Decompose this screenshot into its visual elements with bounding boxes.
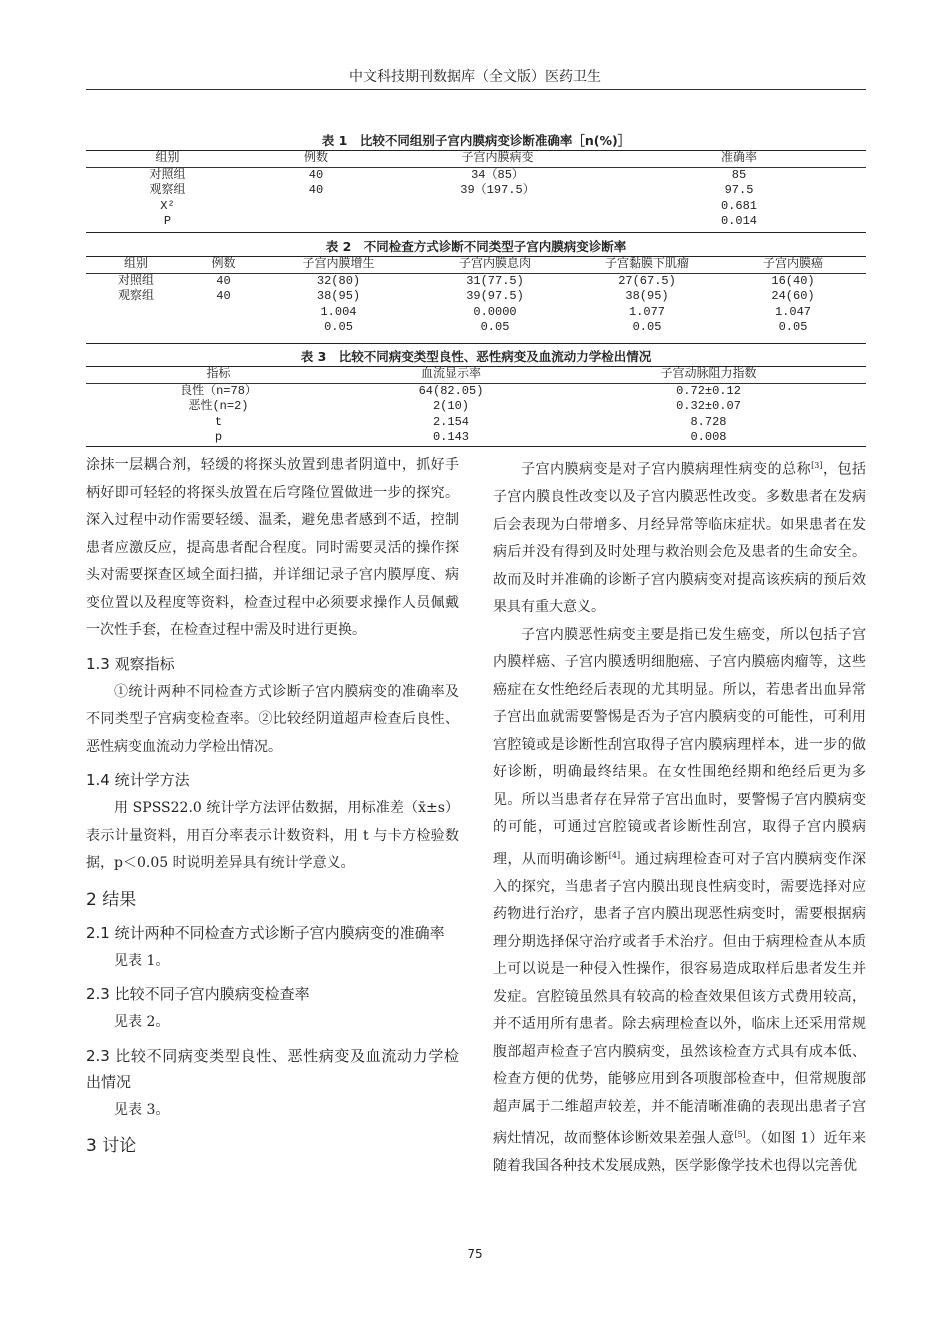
table2 — [86, 257, 866, 336]
table2-header: 子宫黏膜下肌瘤 — [574, 257, 720, 273]
table-cell: 64(82.05) — [418, 383, 484, 398]
citation: [5] — [734, 1130, 746, 1140]
table-cell: 0.05 — [632, 320, 662, 334]
text-span: 。（如图 1）近年来随着我国各种技术发展成熟，医学影像学技术也得以完善优 — [493, 1130, 867, 1175]
table-cell: 0.05 — [778, 320, 808, 334]
table-cell: 38(95) — [316, 289, 361, 303]
table-cell: 34（85） — [471, 167, 524, 182]
table-row — [86, 199, 866, 215]
table-cell: 1.047 — [774, 304, 811, 319]
table-cell — [249, 214, 383, 230]
table-cell: 85 — [731, 167, 747, 182]
table1 — [86, 151, 866, 230]
table-row — [86, 430, 866, 446]
table-cell: t — [214, 414, 223, 429]
table-row — [86, 399, 866, 415]
table-cell: 0.008 — [690, 430, 727, 444]
table2-bottom-rule — [86, 343, 866, 344]
citation: [4] — [608, 850, 621, 860]
section-heading: 2.3 比较不同子宫内膜病变检查率 — [86, 985, 310, 1003]
section-heading: 2.1 统计两种不同检查方式诊断子宫内膜病变的准确率 — [86, 923, 445, 942]
table2-header: 子宫内膜癌 — [720, 257, 866, 273]
table-cell: 0.05 — [324, 320, 353, 334]
text-span: 。通过病理检查可对子宫内膜病变作深入的探究，当患者子宫内膜出现良性病变时，需要选择对应药物进行治疗，患者子宫内膜出现恶性病变时，需要根据病理分期选择保守治疗或者手术治疗。但由于病理检查从本质上可以说是一种侵入性操作，很容易造成取样后患者发生并发症。宫腔镜虽然具有较高的检查效果但该方式费用较高，并不适用所有患者。除去病理检查以外，临床上还采用常规腹部超声检查子宫内膜病变，虽然该检查方式具有成本低、检查方便的优势，能够应用到各项腹部检查中，但常规腹部超声属于二维超声较差，并不能清晰准确的表现出患者子宫病灶情况，故而整体诊断效果差强人意 — [493, 851, 867, 1147]
table-row — [86, 289, 866, 305]
table2-header: 子宫内膜增生 — [261, 257, 416, 273]
table1-bottom-rule — [86, 232, 866, 233]
table-cell: 1.004 — [320, 304, 357, 319]
table-cell: 0.05 — [480, 320, 510, 334]
table-cell — [186, 320, 261, 336]
table-row — [86, 183, 866, 199]
paragraph — [493, 622, 866, 1181]
table3-caption: 表 3 比较不同病变类型良性、恶性病变及血流动力学检出情况 — [300, 349, 652, 364]
table-cell: 40 — [308, 167, 324, 182]
header-rule — [86, 89, 866, 90]
page-number: 75 — [467, 1247, 483, 1261]
table1-header: 子宫内膜病变 — [383, 151, 612, 167]
table-cell: 0.143 — [432, 430, 469, 444]
table3-header: 指标 — [86, 367, 351, 383]
journal-header: 中文科技期刊数据库（全文版）医药卫生 — [349, 69, 601, 85]
table3-header: 子宫动脉阻力指数 — [551, 367, 866, 383]
table-cell: 31(77.5) — [466, 273, 524, 288]
paragraph: 见表 2。 — [114, 1014, 170, 1030]
paragraph: 用 SPSS22.0 统计学方法评估数据，用标准差（x̄±s）表示计量资料，用百分率表示计数资料，用 t 与卡方检验数据，p＜0.05 时说明差异具有统计学意义。 — [86, 800, 459, 871]
table-cell: 0.681 — [720, 198, 757, 213]
table-cell: 24(60) — [771, 289, 815, 303]
table2-header: 组别 — [86, 257, 186, 273]
paragraph: 见表 1。 — [114, 952, 170, 969]
table-cell: P — [163, 214, 172, 228]
table-cell: 对照组 — [117, 273, 154, 288]
table-row — [86, 305, 866, 321]
table-cell: 16(40) — [771, 273, 815, 288]
table-cell: 39（197.5） — [460, 183, 535, 197]
right-column — [493, 452, 866, 1181]
section-heading: 1.3 观察指标 — [86, 654, 175, 673]
section-heading: 3 讨论 — [86, 1136, 137, 1156]
table-cell: 8.728 — [690, 414, 727, 429]
table-cell: 27(67.5) — [618, 273, 676, 288]
table-cell — [249, 199, 383, 215]
table-cell — [186, 305, 261, 321]
table1-header: 例数 — [249, 151, 383, 167]
paragraph — [493, 452, 866, 622]
table-cell: 对照组 — [149, 167, 186, 182]
table-cell: 40 — [308, 183, 324, 197]
table-cell: 0.014 — [720, 214, 757, 228]
table-cell — [86, 305, 186, 321]
text-span: ，包括子宫内膜良性改变以及子宫内膜恶性改变。多数患者在发病后会表现为白带增多、月经异常等临床症状。如果患者在发病后并没有得到及时处理与救治则会危及患者的生命安全。故而及时并准确的诊断子宫内膜病变对提高该疾病的预后效果具有重大意义。 — [493, 461, 867, 616]
paragraph: ①统计两种不同检查方式诊断子宫内膜病变的准确率及不同类型子宫病变检查率。②比较经阴道超声检查后良性、恶性病变血流动力学检出情况。 — [86, 683, 459, 755]
table2-header: 例数 — [186, 257, 261, 273]
table-cell: p — [214, 430, 223, 444]
table-row — [86, 273, 866, 289]
table1-header: 准确率 — [612, 151, 866, 167]
table3 — [86, 367, 866, 446]
table2-header: 子宫内膜息肉 — [416, 257, 574, 273]
table2-caption: 表 2 不同检查方式诊断不同类型子宫内膜病变诊断率 — [325, 239, 627, 254]
table-cell: 2.154 — [432, 414, 469, 429]
table-cell: 40 — [216, 289, 231, 303]
table-cell: 恶性(n=2) — [188, 399, 249, 413]
table-row — [86, 320, 866, 336]
table-cell: 32(80) — [316, 273, 361, 288]
table-row — [86, 167, 866, 183]
table-cell: 0.0000 — [473, 304, 517, 319]
table1-caption: 表 1 比较不同组别子宫内膜病变诊断准确率［n(%)］ — [321, 133, 631, 148]
table3-header: 血流显示率 — [351, 367, 551, 383]
section-heading: 2.3 比较不同病变类型良性、恶性病变及血流动力学检出情况 — [86, 1046, 459, 1091]
table-cell: 2(10) — [432, 399, 469, 413]
paragraph: 见表 3。 — [114, 1101, 170, 1118]
text-span: 子宫内膜病变是对子宫内膜病理性病变的总称 — [521, 461, 812, 478]
table3-bottom-rule — [86, 446, 866, 447]
table-row — [86, 214, 866, 230]
left-column — [86, 452, 459, 1164]
table-row — [86, 415, 866, 431]
table-cell: 0.72±0.12 — [676, 383, 741, 398]
table-cell — [383, 214, 612, 230]
table1-header: 组别 — [86, 151, 249, 167]
table-cell: 0.32±0.07 — [676, 399, 741, 413]
section-heading: 2 结果 — [86, 889, 137, 910]
table-cell: 观察组 — [117, 289, 154, 303]
citation: [3] — [811, 461, 823, 470]
table-cell — [383, 199, 612, 215]
paragraph: 涂抹一层耦合剂，轻缓的将探头放置到患者阴道中，抓好手柄好即可轻轻的将探头放置在后穹隆位置做进一步的探究。深入过程中动作需要轻缓、温柔，避免患者感到不适，控制患者应激反应，提高患者配合程度。同时需要灵活的操作探头对需要探查区域全面扫描，并详细记录子宫内膜厚度、病变位置以及程度等资料，检查过程中必须要求操作人员佩戴一次性手套，在检查过程中需及时进行更换。 — [86, 457, 459, 638]
table-cell: 1.077 — [628, 304, 665, 319]
table-cell: X² — [160, 198, 175, 213]
text-span: 子宫内膜恶性病变主要是指已发生癌变，所以包括子宫内膜样癌、子宫内膜透明细胞癌、子宫内膜癌肉瘤等，这些癌症在女性绝经后表现的尤其明显。所以，若患者出血异常子宫出血就需要警惕是否为子宫内膜病变的可能性，可利用宫腔镜或是诊断性刮宫取得子宫内膜病理样本，进一步的做好诊断，明确最终结果。在女性围绝经期和绝经后更为多见。所以当患者存在异常子宫出血时，要警惕子宫内膜病变的可能，可通过宫腔镜或者诊断性刮宫，取得子宫内膜病理，从而明确诊断 — [493, 626, 866, 868]
table-cell: 39(97.5) — [466, 289, 524, 303]
table-cell — [86, 320, 186, 336]
table-cell: 良性（n=78） — [180, 383, 257, 398]
table-cell: 40 — [216, 273, 231, 288]
section-heading: 1.4 统计学方法 — [86, 771, 190, 789]
table-cell: 38(95) — [625, 289, 669, 303]
table-cell: 观察组 — [149, 183, 186, 197]
table-cell: 97.5 — [724, 183, 754, 197]
table-row — [86, 383, 866, 399]
